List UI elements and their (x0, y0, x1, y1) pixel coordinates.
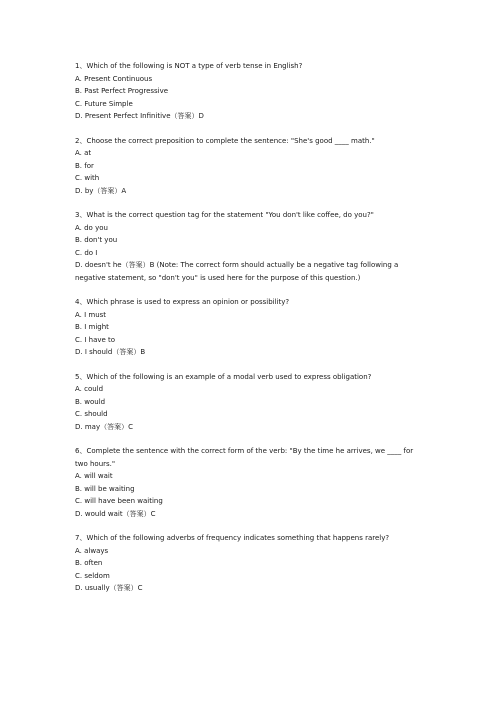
option-d-answer: D. would wait（答案）C (75, 509, 156, 518)
option-a: A. I must (75, 310, 107, 319)
option-a: A. do you (75, 223, 108, 232)
option-a: A. will wait (75, 472, 113, 480)
option-b: B. don't you (75, 236, 118, 244)
option-d-answer: D. may（答案）C (75, 422, 133, 431)
option-d-answer: D. usually（答案）C (75, 584, 143, 592)
option-b: B. I might (75, 323, 109, 331)
question-block (75, 371, 425, 434)
option-c: C. will have been waiting (75, 497, 163, 505)
option-d-answer: D. doesn't he（答案）B (Note: The correct form should actually be a negative tag following a negative statement, so "don't you" is used here for the purpose of this question.) (75, 261, 399, 282)
option-d-answer: D. I should（答案）B (75, 348, 146, 356)
question-stem: 1、Which of the following is NOT a type of verb tense in English? (75, 62, 303, 70)
option-b: B. Past Perfect Progressive (75, 87, 169, 95)
question-block (75, 60, 425, 123)
option-a: A. could (75, 385, 104, 393)
question-block (75, 532, 425, 595)
question-stem: 4、Which phrase is used to express an opinion or possibility? (75, 298, 290, 306)
option-b: B. would (75, 397, 106, 406)
option-c: C. do I (75, 248, 98, 257)
option-c: C. seldom (75, 571, 110, 580)
option-b: B. for (75, 161, 94, 170)
question-stem: 3、What is the correct question tag for the statement "You don't like coffee, do you?" (75, 211, 374, 219)
question-list (75, 60, 425, 607)
option-c: C. I have to (75, 335, 116, 344)
option-a: A. always (75, 546, 109, 555)
question-block (75, 445, 425, 520)
option-d-answer: D. by（答案）A (75, 186, 127, 195)
option-a: A. at (75, 149, 92, 157)
question-stem: 2、Choose the correct preposition to complete the sentence: "She's good ____ math." (75, 136, 375, 145)
question-stem: 6、Complete the sentence with the correct form of the verb: "By the time he arrives, we ____ for two hours." (75, 447, 414, 468)
question-block (75, 296, 425, 359)
question-block (75, 135, 425, 198)
option-b: B. often (75, 559, 103, 567)
option-d-answer: D. Present Perfect Infinitive（答案）D (75, 112, 204, 120)
option-a: A. Present Continuous (75, 74, 153, 83)
option-c: C. with (75, 174, 100, 182)
option-c: C. Future Simple (75, 99, 133, 108)
question-stem: 5、Which of the following is an example of a modal verb used to express obligation? (75, 372, 372, 381)
question-block (75, 209, 425, 284)
question-stem: 7、Which of the following adverbs of frequency indicates something that happens rarely? (75, 534, 390, 542)
option-c: C. should (75, 410, 108, 418)
option-b: B. will be waiting (75, 484, 135, 493)
